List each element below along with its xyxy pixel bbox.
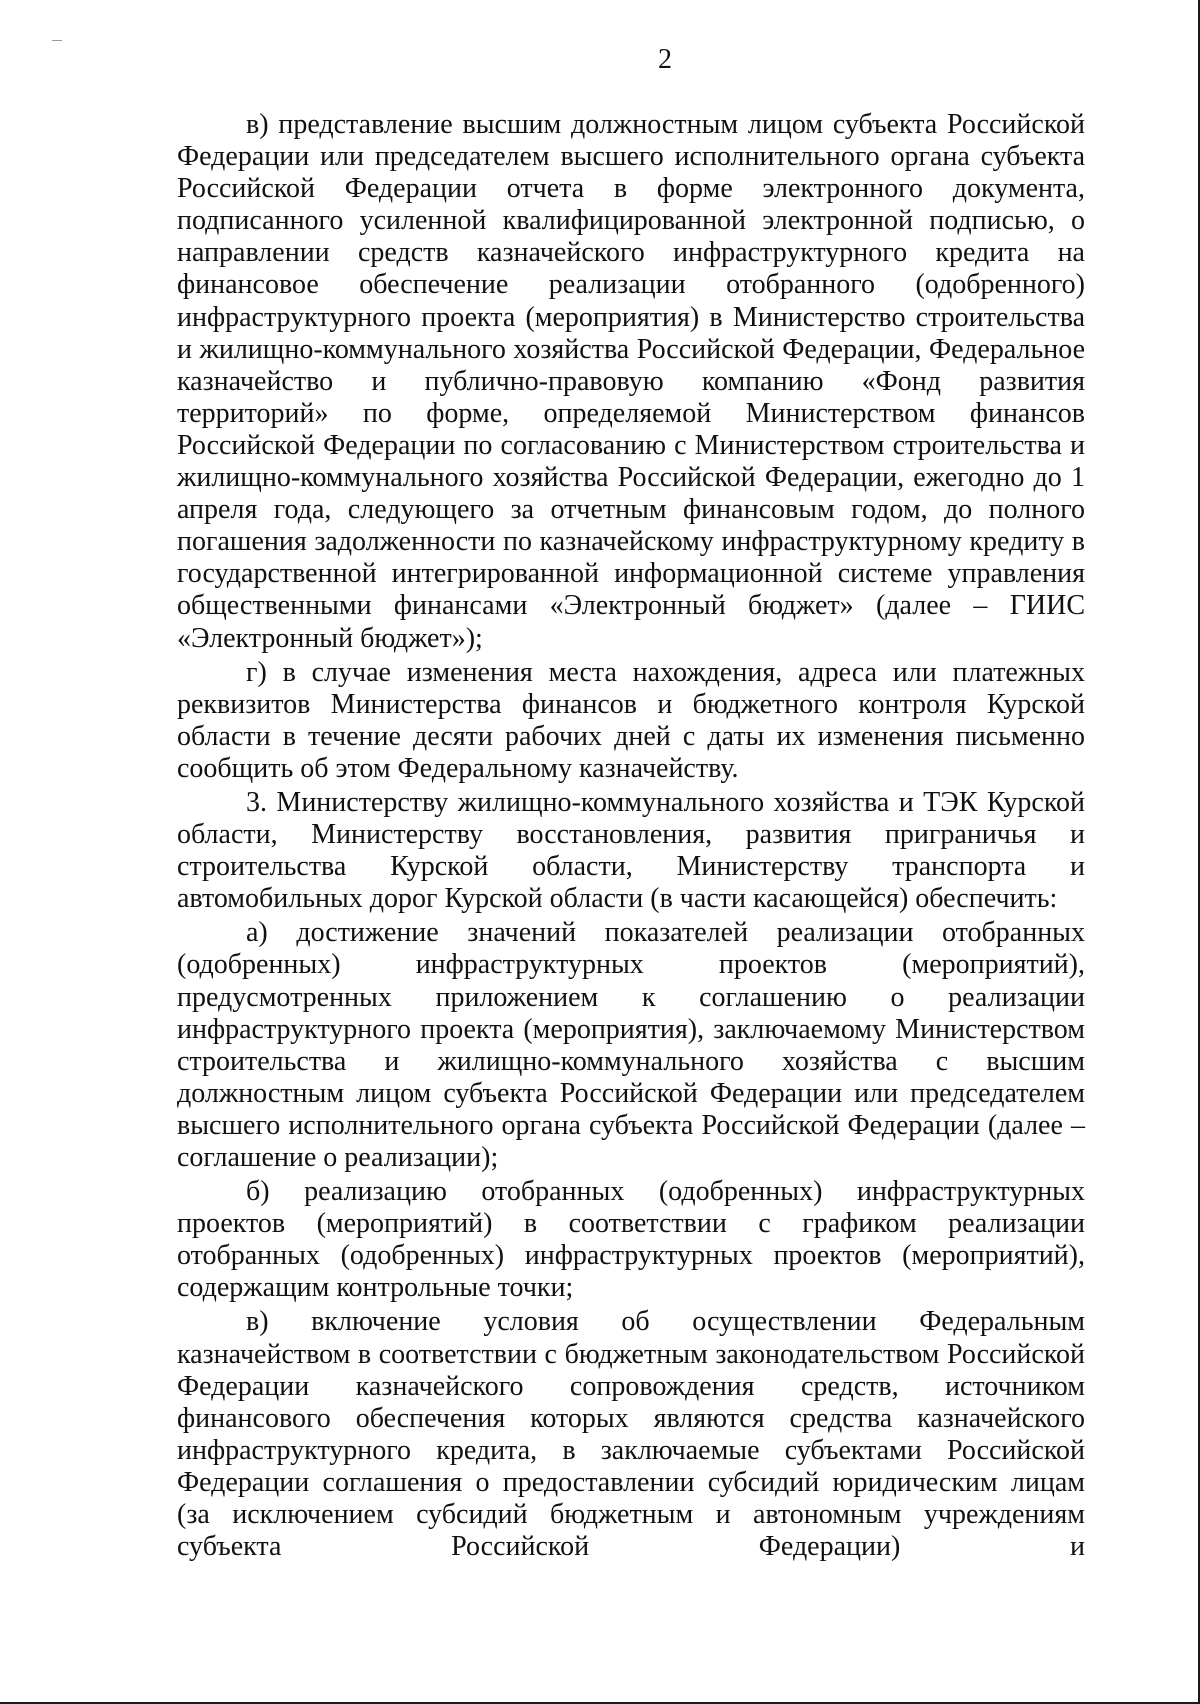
scan-mark (52, 40, 62, 41)
page-number: 2 (658, 44, 672, 75)
paragraph-2g: г) в случае изменения места нахождения, адреса или платежных реквизитов Министерства финансов и бюджетного контроля Курской области в течение десяти рабочих дней с даты их изменения письменно сообщить об этом Федеральному казначейству. (177, 656, 1085, 784)
paragraph-3b: б) реализацию отобранных (одобренных) инфраструктурных проектов (мероприятий) в соответствии с графиком реализации отобранных (одобренных) инфраструктурных проектов (мероприятий), содержащим контрольные точки; (177, 1176, 1085, 1304)
paragraph-3: 3. Министерству жилищно-коммунального хозяйства и ТЭК Курской области, Министерству восстановления, развития приграничья и строительства Курской области, Министерству транспорта и автомобильных дорог Курской области (в части касающейся) обеспечить: (177, 786, 1085, 915)
paragraph-2v: в) представление высшим должностным лицом субъекта Российской Федерации или председателем высшего исполнительного органа субъекта Российской Федерации отчета в форме электронного документа, подписанного усиленной квалифицированной электронной подписью, о направлении средств казначейского инфраструктурного кредита на финансовое обеспечение реализации отобранного (одобренного) инфраструктурного проекта (мероприятия) в Министерство строительства и жилищно-коммунального хозяйства Российской Федерации, Федеральное казначейство и публично-правовую компанию «Фонд развития территорий» по форме, определяемой Министерством финансов Российской Федерации по согласованию с Министерством строительства и жилищно-коммунального хозяйства Российской Федерации, ежегодно до 1 апреля года, следующего за отчетным финансовым годом, до полного погашения задолженности по казначейскому инфраструктурному кредиту в государственной интегрированной информационной системе управления общественными финансами «Электронный бюджет» (далее – ГИИС «Электронный бюджет»); (177, 109, 1085, 654)
paragraph-3a: а) достижение значений показателей реализации отобранных (одобренных) инфраструктурных проектов (мероприятий), предусмотренных приложением к соглашению о реализации инфраструктурного проекта (мероприятия), заключаемому Министерством строительства и жилищно-коммунального хозяйства с высшим должностным лицом субъекта Российской Федерации или председателем высшего исполнительного органа субъекта Российской Федерации (далее – соглашение о реализации); (177, 917, 1085, 1173)
paragraph-3v: в) включение условия об осуществлении Федеральным казначейством в соответствии с бюджетным законодательством Российской Федерации казначейского сопровождения средств, источником финансового обеспечения которых являются средства казначейского инфраструктурного кредита, в заключаемые субъектами Российской Федерации соглашения о предоставлении субсидий юридическим лицам (за исключением субсидий бюджетным и автономным учреждениям субъекта Российской Федерации) и (177, 1306, 1085, 1563)
document-body (177, 109, 1085, 1563)
